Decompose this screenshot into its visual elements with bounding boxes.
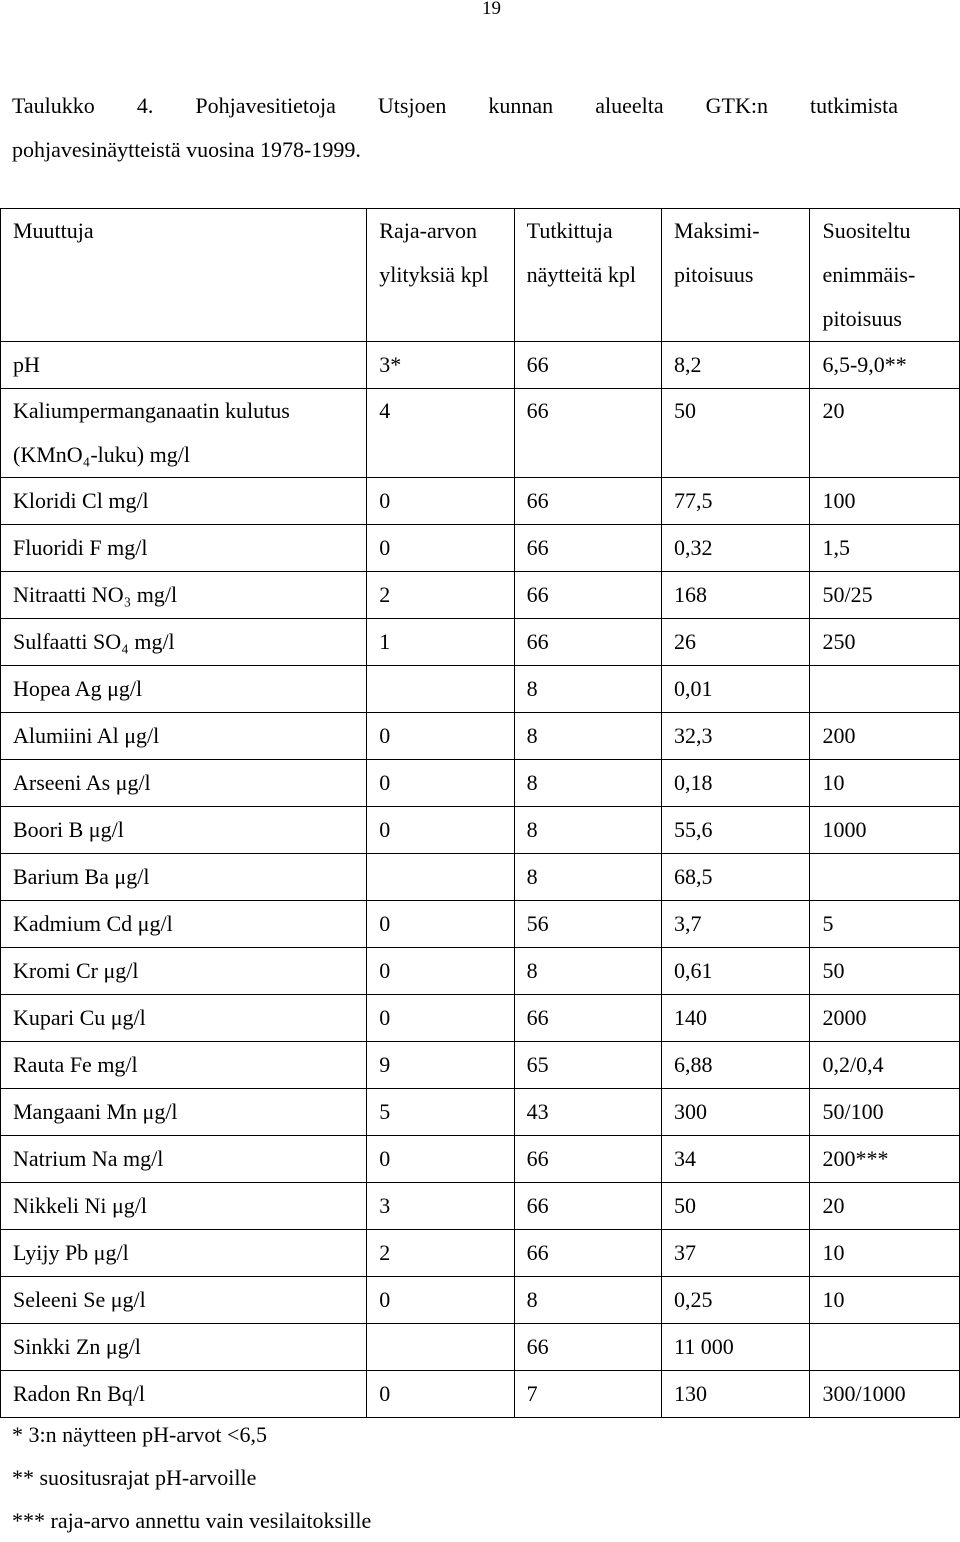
cell-exceedances: 3* bbox=[367, 342, 514, 389]
cell-maximum: 140 bbox=[662, 995, 810, 1042]
variable-line: Lyijy Pb μg/l bbox=[13, 1240, 129, 1265]
cell-maximum: 37 bbox=[662, 1230, 810, 1277]
cell-variable bbox=[1, 666, 367, 713]
cell-maximum: 50 bbox=[662, 1183, 810, 1230]
cell-exceedances bbox=[367, 1324, 514, 1371]
header-line: näytteitä kpl bbox=[526, 262, 637, 287]
cell-maximum: 50 bbox=[662, 389, 810, 478]
cell-exceedances bbox=[367, 666, 514, 713]
table-header-row bbox=[1, 209, 960, 342]
footnotes bbox=[12, 1413, 371, 1542]
cell-maximum: 68,5 bbox=[662, 854, 810, 901]
cell-recommended: 5 bbox=[810, 901, 960, 948]
variable-line: Nitraatti NO₃ mg/l bbox=[13, 582, 178, 607]
cell-variable bbox=[1, 1136, 367, 1183]
variable-line: Hopea Ag μg/l bbox=[13, 676, 143, 701]
cell-exceedances: 9 bbox=[367, 1042, 514, 1089]
cell-variable bbox=[1, 342, 367, 389]
table-row bbox=[1, 901, 960, 948]
table-row bbox=[1, 389, 960, 478]
page-number: 19 bbox=[482, 0, 501, 19]
cell-maximum: 168 bbox=[662, 572, 810, 619]
cell-exceedances: 0 bbox=[367, 807, 514, 854]
table-row bbox=[1, 1089, 960, 1136]
variable-line: Rauta Fe mg/l bbox=[13, 1052, 138, 1077]
cell-maximum: 130 bbox=[662, 1371, 810, 1418]
cell-samples: 66 bbox=[514, 619, 661, 666]
cell-variable bbox=[1, 525, 367, 572]
cell-recommended: 100 bbox=[810, 478, 960, 525]
header-line: Tutkittuja bbox=[526, 218, 613, 243]
cell-exceedances: 4 bbox=[367, 389, 514, 478]
cell-maximum: 77,5 bbox=[662, 478, 810, 525]
header-maximum bbox=[662, 209, 810, 342]
caption-word: Taulukko bbox=[12, 93, 95, 118]
variable-line: Alumiini Al μg/l bbox=[13, 723, 160, 748]
caption-word: alueelta bbox=[595, 93, 664, 118]
variable-line: Fluoridi F mg/l bbox=[13, 535, 148, 560]
variable-line: Natrium Na mg/l bbox=[13, 1146, 164, 1171]
cell-variable bbox=[1, 478, 367, 525]
cell-samples: 66 bbox=[514, 1183, 661, 1230]
table-row bbox=[1, 1324, 960, 1371]
cell-variable bbox=[1, 854, 367, 901]
cell-recommended bbox=[810, 666, 960, 713]
header-line: Raja-arvon bbox=[379, 218, 478, 243]
cell-recommended: 20 bbox=[810, 1183, 960, 1230]
cell-exceedances: 0 bbox=[367, 525, 514, 572]
cell-exceedances: 0 bbox=[367, 1277, 514, 1324]
cell-exceedances: 0 bbox=[367, 948, 514, 995]
table-row bbox=[1, 572, 960, 619]
variable-line: Kromi Cr μg/l bbox=[13, 958, 139, 983]
cell-recommended: 1000 bbox=[810, 807, 960, 854]
cell-variable bbox=[1, 760, 367, 807]
table-row bbox=[1, 807, 960, 854]
cell-samples: 66 bbox=[514, 1136, 661, 1183]
cell-samples: 8 bbox=[514, 948, 661, 995]
table-row bbox=[1, 1183, 960, 1230]
cell-recommended: 200 bbox=[810, 713, 960, 760]
cell-variable bbox=[1, 948, 367, 995]
cell-exceedances: 0 bbox=[367, 995, 514, 1042]
caption-word: 4. bbox=[136, 93, 154, 118]
cell-samples: 43 bbox=[514, 1089, 661, 1136]
cell-samples: 66 bbox=[514, 525, 661, 572]
caption-word: GTK:n bbox=[705, 93, 768, 118]
header-line: Suositeltu bbox=[822, 218, 911, 243]
cell-samples: 8 bbox=[514, 760, 661, 807]
table-row bbox=[1, 1136, 960, 1183]
groundwater-data-table bbox=[0, 208, 960, 1418]
cell-variable bbox=[1, 619, 367, 666]
table-row bbox=[1, 760, 960, 807]
cell-maximum: 26 bbox=[662, 619, 810, 666]
cell-exceedances bbox=[367, 854, 514, 901]
footnote-1: * 3:n näytteen pH-arvot <6,5 bbox=[12, 1422, 267, 1447]
variable-line: Nikkeli Ni μg/l bbox=[13, 1193, 148, 1218]
table-caption bbox=[12, 84, 898, 172]
table-row bbox=[1, 342, 960, 389]
table-row bbox=[1, 948, 960, 995]
cell-samples: 66 bbox=[514, 1324, 661, 1371]
cell-samples: 7 bbox=[514, 1371, 661, 1418]
cell-recommended: 300/1000 bbox=[810, 1371, 960, 1418]
cell-recommended: 0,2/0,4 bbox=[810, 1042, 960, 1089]
cell-variable bbox=[1, 1324, 367, 1371]
cell-variable bbox=[1, 1042, 367, 1089]
cell-maximum: 0,25 bbox=[662, 1277, 810, 1324]
cell-recommended: 250 bbox=[810, 619, 960, 666]
table-row bbox=[1, 1230, 960, 1277]
caption-line-2: pohjavesinäytteistä vuosina 1978-1999. bbox=[12, 137, 361, 162]
header-line: ylityksiä kpl bbox=[379, 262, 489, 287]
table-row bbox=[1, 713, 960, 760]
cell-maximum: 0,32 bbox=[662, 525, 810, 572]
cell-maximum: 300 bbox=[662, 1089, 810, 1136]
cell-maximum: 0,01 bbox=[662, 666, 810, 713]
variable-line: Kaliumpermanganaatin kulutus bbox=[13, 398, 290, 423]
variable-line: Boori B μg/l bbox=[13, 817, 124, 842]
cell-recommended: 10 bbox=[810, 760, 960, 807]
cell-recommended: 10 bbox=[810, 1230, 960, 1277]
cell-samples: 66 bbox=[514, 478, 661, 525]
cell-variable bbox=[1, 1089, 367, 1136]
cell-exceedances: 0 bbox=[367, 760, 514, 807]
cell-samples: 8 bbox=[514, 807, 661, 854]
cell-recommended: 50/25 bbox=[810, 572, 960, 619]
cell-exceedances: 0 bbox=[367, 1136, 514, 1183]
cell-samples: 66 bbox=[514, 572, 661, 619]
cell-samples: 65 bbox=[514, 1042, 661, 1089]
cell-samples: 66 bbox=[514, 342, 661, 389]
cell-exceedances: 3 bbox=[367, 1183, 514, 1230]
cell-recommended: 1,5 bbox=[810, 525, 960, 572]
variable-line: pH bbox=[13, 352, 40, 377]
cell-recommended bbox=[810, 1324, 960, 1371]
cell-recommended: 20 bbox=[810, 389, 960, 478]
cell-samples: 8 bbox=[514, 854, 661, 901]
cell-maximum: 32,3 bbox=[662, 713, 810, 760]
caption-word: Utsjoen bbox=[377, 93, 447, 118]
cell-variable bbox=[1, 1183, 367, 1230]
cell-samples: 56 bbox=[514, 901, 661, 948]
variable-line: Sinkki Zn μg/l bbox=[13, 1334, 141, 1359]
cell-exceedances: 5 bbox=[367, 1089, 514, 1136]
cell-exceedances: 0 bbox=[367, 1371, 514, 1418]
table-row bbox=[1, 1371, 960, 1418]
cell-maximum: 6,88 bbox=[662, 1042, 810, 1089]
cell-recommended: 6,5-9,0** bbox=[810, 342, 960, 389]
cell-exceedances: 0 bbox=[367, 901, 514, 948]
variable-line: Radon Rn Bq/l bbox=[13, 1381, 146, 1406]
variable-line: Kloridi Cl mg/l bbox=[13, 488, 149, 513]
table-row bbox=[1, 619, 960, 666]
cell-recommended bbox=[810, 854, 960, 901]
table-row bbox=[1, 666, 960, 713]
cell-variable bbox=[1, 1230, 367, 1277]
variable-line: Barium Ba μg/l bbox=[13, 864, 150, 889]
cell-maximum: 0,61 bbox=[662, 948, 810, 995]
cell-samples: 66 bbox=[514, 389, 661, 478]
variable-line: (KMnO₄-luku) mg/l bbox=[13, 442, 190, 467]
table-row bbox=[1, 478, 960, 525]
variable-line: Sulfaatti SO₄ mg/l bbox=[13, 629, 175, 654]
table-row bbox=[1, 854, 960, 901]
variable-line: Kupari Cu μg/l bbox=[13, 1005, 146, 1030]
cell-samples: 66 bbox=[514, 1230, 661, 1277]
cell-recommended: 10 bbox=[810, 1277, 960, 1324]
header-line: pitoisuus bbox=[822, 306, 902, 331]
cell-samples: 8 bbox=[514, 666, 661, 713]
cell-recommended: 2000 bbox=[810, 995, 960, 1042]
cell-maximum: 55,6 bbox=[662, 807, 810, 854]
footnote-2: ** suositusrajat pH-arvoille bbox=[12, 1465, 257, 1490]
header-samples bbox=[514, 209, 661, 342]
cell-samples: 8 bbox=[514, 713, 661, 760]
variable-line: Kadmium Cd μg/l bbox=[13, 911, 173, 936]
caption-word: Pohjavesitietoja bbox=[195, 93, 336, 118]
cell-maximum: 34 bbox=[662, 1136, 810, 1183]
cell-maximum: 0,18 bbox=[662, 760, 810, 807]
table-body bbox=[1, 342, 960, 1418]
cell-variable bbox=[1, 1371, 367, 1418]
table-row bbox=[1, 995, 960, 1042]
caption-word: kunnan bbox=[488, 93, 554, 118]
variable-line: Arseeni As μg/l bbox=[13, 770, 151, 795]
cell-recommended: 200*** bbox=[810, 1136, 960, 1183]
cell-exceedances: 2 bbox=[367, 1230, 514, 1277]
cell-variable bbox=[1, 389, 367, 478]
variable-line: Mangaani Mn μg/l bbox=[13, 1099, 178, 1124]
cell-variable bbox=[1, 713, 367, 760]
cell-exceedances: 0 bbox=[367, 478, 514, 525]
header-recommended bbox=[810, 209, 960, 342]
variable-line: Seleeni Se μg/l bbox=[13, 1287, 146, 1312]
cell-recommended: 50/100 bbox=[810, 1089, 960, 1136]
cell-samples: 66 bbox=[514, 995, 661, 1042]
cell-exceedances: 2 bbox=[367, 572, 514, 619]
header-line: pitoisuus bbox=[674, 262, 754, 287]
cell-maximum: 8,2 bbox=[662, 342, 810, 389]
cell-exceedances: 0 bbox=[367, 713, 514, 760]
header-line: Muuttuja bbox=[13, 218, 94, 243]
cell-maximum: 3,7 bbox=[662, 901, 810, 948]
cell-variable bbox=[1, 1277, 367, 1324]
cell-variable bbox=[1, 572, 367, 619]
table-row bbox=[1, 525, 960, 572]
header-line: Maksimi- bbox=[674, 218, 760, 243]
cell-variable bbox=[1, 901, 367, 948]
cell-variable bbox=[1, 807, 367, 854]
footnote-3: *** raja-arvo annettu vain vesilaitoksille bbox=[12, 1508, 372, 1533]
cell-exceedances: 1 bbox=[367, 619, 514, 666]
cell-samples: 8 bbox=[514, 1277, 661, 1324]
header-exceedances bbox=[367, 209, 514, 342]
header-variable bbox=[1, 209, 367, 342]
cell-maximum: 11 000 bbox=[662, 1324, 810, 1371]
cell-recommended: 50 bbox=[810, 948, 960, 995]
table-row bbox=[1, 1042, 960, 1089]
header-line: enimmäis- bbox=[822, 262, 916, 287]
table-row bbox=[1, 1277, 960, 1324]
caption-word: tutkimista bbox=[809, 93, 898, 118]
cell-variable bbox=[1, 995, 367, 1042]
caption-line-1 bbox=[12, 84, 898, 128]
